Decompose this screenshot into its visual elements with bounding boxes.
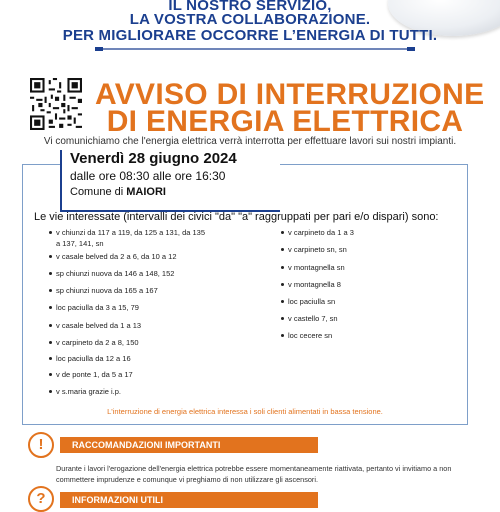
street-item: loc paciulla sn <box>288 297 336 306</box>
question-icon: ? <box>28 486 54 512</box>
exclamation-icon: ! <box>28 432 54 458</box>
outage-hours: dalle ore 08:30 alle ore 16:30 <box>70 169 226 183</box>
street-item: v s.maria grazie i.p. <box>56 387 122 396</box>
streets-heading: Le vie interessate (intervalli dei civici "da" "a" raggruppati per pari e/o dispari) sono: <box>34 211 439 223</box>
street-item: v castello 7, sn <box>288 314 338 323</box>
commune-label: Comune di <box>70 186 124 198</box>
notice-title-line-1: AVVISO DI INTERRUZIONE <box>95 78 485 111</box>
street-item: v carpineto sn, sn <box>288 245 347 254</box>
street-item: v casale belved da 2 a 6, da 10 a 12 <box>56 252 177 261</box>
qr-code[interactable] <box>30 78 82 130</box>
notice-title-line-2: DI ENERGIA ELETTRICA <box>106 105 464 138</box>
notice-intro: Vi comunichiamo che l'energia elettrica verrà interrotta per effettuare lavori sui nostri impianti. <box>43 136 457 147</box>
slogan-line-1: IL NOSTRO SERVIZIO, <box>168 0 332 14</box>
street-item: loc paciulla da 3 a 15, 79 <box>56 303 139 312</box>
street-item: sp chiunzi nuova da 146 a 148, 152 <box>56 269 175 278</box>
street-item: loc cecere sn <box>288 331 333 340</box>
recommendations-title: RACCOMANDAZIONI IMPORTANTI <box>60 437 318 453</box>
street-item: v chiunzi da 117 a 119, da 125 a 131, da 135 a 137, 141, sn <box>56 228 206 248</box>
street-item: v montagnella 8 <box>288 280 341 289</box>
slogan-line-3: PER MIGLIORARE OCCORRE L’ENERGIA DI TUTTI. <box>62 27 438 44</box>
power-cord-icon <box>95 45 415 53</box>
street-item: loc paciulla da 12 a 16 <box>56 354 131 363</box>
recommendations-body: Durante i lavori l'erogazione dell'energia elettrica potrebbe essere momentaneamente riattivata, pertanto vi invitiamo a non commettere imprudenze e comunque vi preghiamo di non utilizzare gli ascensori. <box>56 464 452 484</box>
street-item: v de ponte 1, da 5 a 17 <box>56 370 133 379</box>
commune-name: MAIORI <box>126 186 166 198</box>
street-item: v montagnella sn <box>288 263 345 272</box>
street-item: v carpineto da 2 a 8, 150 <box>56 338 139 347</box>
low-voltage-note: L'interruzione di energia elettrica interessa i soli clienti alimentati in bassa tensione. <box>107 407 383 416</box>
slogan-line-2: LA VOSTRA COLLABORAZIONE. <box>129 11 371 28</box>
commune <box>70 186 166 198</box>
street-item: sp chiunzi nuova da 165 a 167 <box>56 286 158 295</box>
date-panel <box>60 150 280 212</box>
outage-date: Venerdì 28 giugno 2024 <box>70 150 237 167</box>
street-item: v casale belved da 1 a 13 <box>56 321 142 330</box>
info-title: INFORMAZIONI UTILI <box>60 492 318 508</box>
street-item: v carpineto da 1 a 3 <box>288 228 354 237</box>
